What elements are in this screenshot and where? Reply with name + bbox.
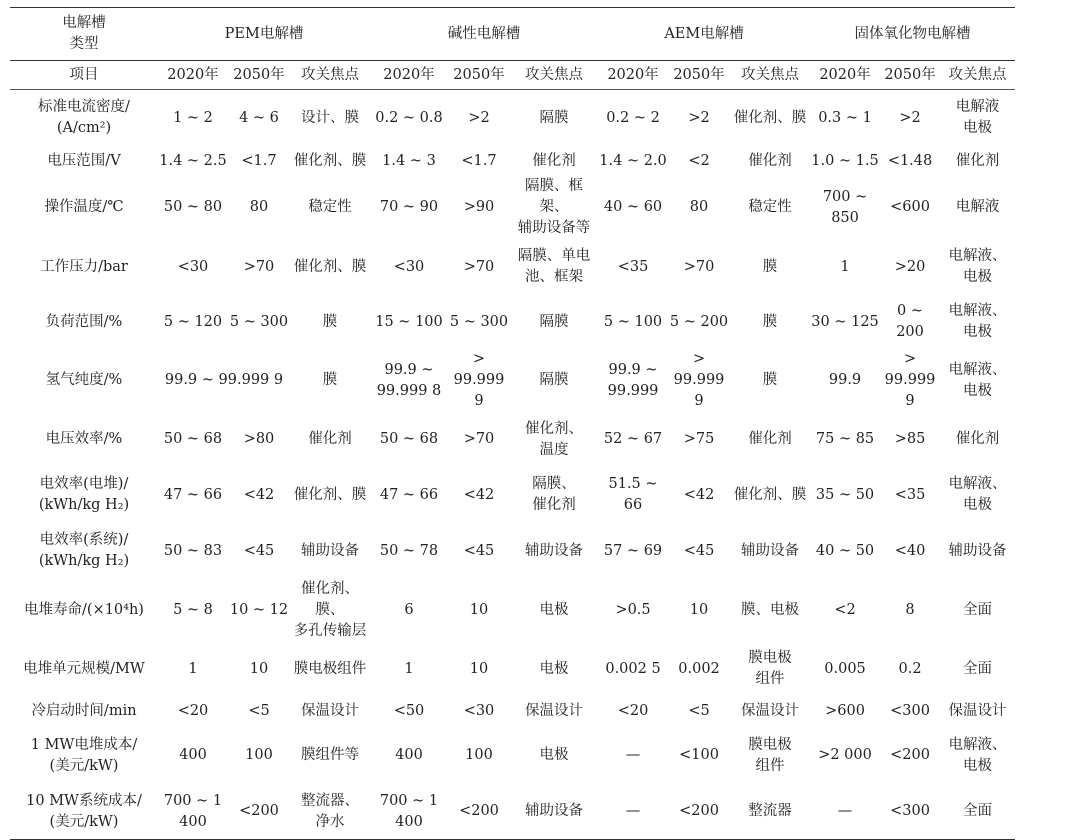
- table-cell: 催化剂、膜: [293, 486, 367, 503]
- subcol-focus: 攻关焦点: [741, 66, 800, 83]
- table-cell: 催化剂、 温度: [525, 420, 584, 458]
- table-cell: 8: [905, 602, 915, 618]
- row-label: 标准电流密度/ (A/cm²): [38, 99, 130, 136]
- table-cell: >70: [243, 258, 275, 275]
- table-cell: 隔膜: [539, 109, 569, 126]
- table-cell: 1.4 ~ 3: [382, 152, 436, 169]
- table-cell: 40 ~ 60: [603, 199, 663, 215]
- table-cell: 设计、膜: [301, 109, 359, 126]
- table-cell: 膜: [762, 258, 778, 275]
- table-cell: <1.7: [461, 152, 497, 169]
- table-cell: 膜: [762, 313, 778, 330]
- table-cell: 膜电极 组件: [748, 650, 792, 687]
- table-cell: 整流器、 净水: [301, 792, 359, 830]
- row-label: 冷启动时间/min: [31, 703, 137, 719]
- table-cell: 保温设计: [525, 703, 584, 719]
- table-cell: 1: [840, 258, 850, 275]
- table-cell: 隔膜、框架、 辅助设备等: [517, 178, 591, 236]
- table-cell: 10: [249, 660, 269, 677]
- table-cell: >2: [899, 109, 921, 126]
- table-cell: >2 000: [818, 747, 872, 763]
- table-cell: 50 ~ 80: [163, 199, 223, 215]
- subcol-2020: 2020年: [383, 66, 435, 83]
- table-cell: <1.48: [887, 152, 933, 169]
- subcol-focus: 攻关焦点: [525, 66, 584, 83]
- subcol-2050: 2050年: [233, 66, 285, 83]
- table-cell: >70: [463, 258, 495, 275]
- table-cell: 99.9: [828, 372, 862, 388]
- table-cell: 全面: [963, 660, 993, 677]
- row-label: 电堆单元规模/MW: [23, 660, 145, 677]
- item-header: 项目: [69, 66, 99, 83]
- table-cell: <2: [834, 602, 856, 618]
- table-row: [10, 349, 1015, 412]
- row-label: 1 MW电堆成本/ (美元/kW): [30, 736, 138, 774]
- row-label: 负荷范围/%: [45, 313, 123, 330]
- table-cell: 辅助设备: [525, 542, 584, 559]
- group-header-aem: AEM电解槽: [664, 25, 744, 42]
- table-cell: <300: [890, 803, 930, 819]
- table-cell: <100: [679, 747, 719, 763]
- table-cell: <35: [894, 486, 926, 503]
- table-cell: 电解液: [955, 199, 1000, 215]
- table-cell: 15 ~ 100: [375, 313, 443, 330]
- table-cell: >70: [683, 258, 715, 275]
- table-row: [10, 467, 1015, 523]
- table-cell: >90: [463, 199, 495, 215]
- table-cell: <200: [459, 803, 499, 819]
- table-cell: 100: [465, 747, 493, 763]
- electrolyzer-comparison-table: [10, 7, 1015, 840]
- table-cell: 0.3 ~ 1: [818, 109, 872, 126]
- table-cell: 50 ~ 83: [163, 542, 223, 559]
- table-cell: 膜: [322, 313, 338, 330]
- table-cell: 1.4 ~ 2.0: [599, 152, 667, 169]
- table-cell: <35: [617, 258, 649, 275]
- table-cell: 催化剂: [955, 152, 1000, 169]
- table-body: [10, 90, 1015, 840]
- table-cell: 10: [469, 660, 489, 677]
- table-cell: >2: [468, 109, 490, 126]
- table-cell: <42: [683, 486, 715, 503]
- subcol-2050: 2050年: [453, 66, 505, 83]
- table-cell: 47 ~ 66: [163, 486, 223, 503]
- table-cell: 50 ~ 78: [379, 542, 439, 559]
- table-cell: >20: [894, 258, 926, 275]
- table-wrapper: [10, 7, 1015, 840]
- table-cell: >75: [683, 431, 715, 447]
- table-cell: 52 ~ 67: [603, 431, 663, 447]
- table-cell: 10: [689, 602, 709, 618]
- table-cell: —: [625, 747, 641, 763]
- table-row: [10, 90, 1015, 147]
- subcol-2050: 2050年: [884, 66, 936, 83]
- table-cell: 催化剂: [532, 152, 576, 169]
- group-header-alkaline: 碱性电解槽: [447, 25, 521, 42]
- group-header-soec: 固体氧化物电解槽: [854, 25, 971, 42]
- table-cell: 99.9 ~ 99.999 9: [164, 372, 284, 388]
- table-row: [10, 412, 1015, 467]
- table-cell: 稳定性: [308, 199, 352, 215]
- table-cell: 膜: [322, 372, 338, 388]
- table-cell: 电解液、 电极: [948, 248, 1007, 285]
- table-cell: 电解液、 电极: [948, 361, 1007, 399]
- table-cell: 辅助设备: [741, 542, 800, 559]
- table-cell: <42: [243, 486, 275, 503]
- type-header: 电解槽 类型: [62, 15, 106, 52]
- table-cell: 电解液、 电极: [948, 476, 1007, 513]
- subcol-2020: 2020年: [607, 66, 659, 83]
- table-cell: 10 ~ 12: [229, 602, 289, 618]
- table-cell: 4 ~ 6: [239, 109, 279, 126]
- table-cell: >2: [688, 109, 710, 126]
- table-cell: 催化剂、膜: [293, 258, 367, 275]
- table-cell: <42: [463, 486, 495, 503]
- table-row: [10, 295, 1015, 349]
- subcol-2020: 2020年: [819, 66, 871, 83]
- table-cell: 保温设计: [301, 703, 359, 719]
- table-cell: <300: [890, 703, 930, 719]
- table-cell: 50 ~ 68: [379, 431, 439, 447]
- table-cell: 辅助设备: [301, 542, 359, 559]
- table-row: [10, 176, 1015, 239]
- table-cell: 0.002 5: [605, 660, 661, 677]
- row-label: 工作压力/bar: [40, 258, 128, 275]
- table-cell: 10: [469, 602, 489, 618]
- table-cell: —: [625, 803, 641, 819]
- table-cell: 47 ~ 66: [379, 486, 439, 503]
- row-label: 电压范围/V: [47, 152, 121, 169]
- subcol-2020: 2020年: [167, 66, 219, 83]
- table-cell: <45: [243, 542, 275, 559]
- table-cell: 30 ~ 125: [811, 313, 879, 330]
- row-label: 氢气纯度/%: [45, 372, 123, 388]
- table-cell: 5 ~ 120: [163, 313, 223, 330]
- table-cell: >80: [243, 431, 275, 447]
- table-cell: 1.0 ~ 1.5: [811, 152, 879, 169]
- table-cell: 催化剂、膜: [733, 486, 807, 503]
- table-cell: 0.2 ~ 0.8: [375, 109, 443, 126]
- table-cell: 整流器: [748, 803, 792, 819]
- table-cell: 膜电极 组件: [748, 736, 792, 774]
- table-cell: 1.4 ~ 2.5: [159, 152, 227, 169]
- table-row: [10, 696, 1015, 727]
- table-cell: > 99.999 9: [453, 351, 505, 409]
- table-cell: 57 ~ 69: [603, 542, 663, 559]
- table-cell: 1: [404, 660, 414, 677]
- table-cell: 电解液、 电极: [948, 303, 1007, 340]
- table-cell: 35 ~ 50: [815, 486, 875, 503]
- table-cell: <2: [688, 152, 710, 169]
- table-cell: 40 ~ 50: [815, 542, 875, 559]
- row-label: 10 MW系统成本/ (美元/kW): [26, 792, 142, 830]
- table-cell: 全面: [963, 803, 993, 819]
- table-row: [10, 784, 1015, 840]
- subcol-focus: 攻关焦点: [948, 66, 1007, 83]
- table-cell: 电解液、 电极: [948, 736, 1007, 774]
- subcol-focus: 攻关焦点: [301, 66, 359, 83]
- table-cell: 全面: [963, 602, 993, 618]
- table-cell: 51.5 ~ 66: [608, 476, 658, 513]
- row-label: 电效率(系统)/ (kWh/kg H₂): [38, 532, 130, 569]
- table-cell: 催化剂、膜: [733, 109, 807, 126]
- table-cell: 100: [245, 747, 273, 763]
- table-cell: 隔膜、 催化剂: [532, 476, 576, 513]
- table-cell: 膜: [762, 372, 778, 388]
- table-cell: 催化剂: [748, 431, 792, 447]
- table-cell: 0.002: [678, 660, 720, 677]
- table-cell: <200: [239, 803, 279, 819]
- table-cell: 700 ~ 850: [822, 188, 868, 226]
- table-cell: 隔膜: [539, 372, 569, 388]
- table-cell: >85: [894, 431, 926, 447]
- table-cell: 700 ~ 1 400: [163, 792, 223, 830]
- table-row: [10, 239, 1015, 295]
- table-cell: 400: [179, 747, 207, 763]
- header-row-subcols: [10, 61, 1015, 90]
- table-cell: 1 ~ 2: [173, 109, 213, 126]
- table-cell: 400: [395, 747, 423, 763]
- table-cell: 隔膜: [539, 313, 569, 330]
- table-cell: 1: [188, 660, 198, 677]
- table-cell: 0.005: [824, 660, 866, 677]
- table-cell: 75 ~ 85: [815, 431, 875, 447]
- table-cell: <20: [177, 703, 209, 719]
- table-cell: <5: [248, 703, 270, 719]
- table-cell: <30: [463, 703, 495, 719]
- table-cell: <30: [393, 258, 425, 275]
- table-cell: 电极: [539, 602, 569, 618]
- table-cell: 稳定性: [748, 199, 792, 215]
- table-cell: 膜、电极: [741, 602, 800, 618]
- table-cell: 膜电极组件: [293, 660, 367, 677]
- table-cell: 0 ~ 200: [896, 303, 924, 340]
- table-row: [10, 579, 1015, 642]
- table-cell: >70: [463, 431, 495, 447]
- table-cell: 电解液 电极: [955, 99, 1000, 136]
- table-cell: 膜组件等: [301, 747, 359, 763]
- table-cell: <50: [393, 703, 425, 719]
- table-cell: 5 ~ 300: [449, 313, 509, 330]
- table-cell: >0.5: [615, 602, 651, 618]
- table-cell: 保温设计: [741, 703, 800, 719]
- table-cell: <30: [177, 258, 209, 275]
- table-cell: 5 ~ 200: [669, 313, 729, 330]
- table-row: [10, 727, 1015, 784]
- table-cell: 80: [689, 199, 709, 215]
- table-cell: 0.2 ~ 2: [606, 109, 660, 126]
- table-cell: 5 ~ 300: [229, 313, 289, 330]
- table-cell: 80: [249, 199, 269, 215]
- table-cell: 保温设计: [948, 703, 1007, 719]
- table-cell: 催化剂: [955, 431, 1000, 447]
- table-cell: <45: [463, 542, 495, 559]
- table-cell: 辅助设备: [525, 803, 584, 819]
- table-row: [10, 642, 1015, 696]
- table-cell: 700 ~ 1 400: [379, 792, 439, 830]
- table-cell: <20: [617, 703, 649, 719]
- table-cell: 70 ~ 90: [379, 199, 439, 215]
- header-row-groups: [10, 8, 1015, 61]
- table-cell: 6: [404, 602, 414, 618]
- row-label: 电压效率/%: [45, 431, 123, 447]
- table-cell: 99.9 ~ 99.999: [607, 361, 659, 399]
- row-label: 操作温度/℃: [44, 199, 124, 215]
- table-row: [10, 146, 1015, 176]
- table-cell: 电极: [539, 747, 569, 763]
- subcol-2050: 2050年: [673, 66, 725, 83]
- table-cell: 5 ~ 100: [603, 313, 663, 330]
- table-cell: 5 ~ 8: [173, 602, 213, 618]
- table-row: [10, 523, 1015, 579]
- table-cell: <200: [679, 803, 719, 819]
- group-header-pem: PEM电解槽: [224, 25, 304, 42]
- table-cell: <45: [683, 542, 715, 559]
- row-label: 电堆寿命/(×10⁴h): [24, 602, 144, 618]
- table-cell: <200: [890, 747, 930, 763]
- table-cell: 催化剂: [308, 431, 352, 447]
- table-cell: 0.2: [898, 660, 922, 677]
- table-cell: >600: [825, 703, 865, 719]
- table-cell: 催化剂、膜: [293, 152, 367, 169]
- table-cell: 催化剂: [748, 152, 792, 169]
- table-cell: <40: [894, 542, 926, 559]
- table-cell: > 99.999 9: [673, 351, 725, 409]
- table-cell: 催化剂、膜、 多孔传输层: [293, 581, 367, 639]
- table-cell: <5: [688, 703, 710, 719]
- table-cell: 隔膜、单电 池、框架: [517, 248, 591, 285]
- table-cell: 99.9 ~ 99.999 8: [376, 361, 442, 399]
- table-cell: 电极: [539, 660, 569, 677]
- table-cell: 辅助设备: [948, 542, 1007, 559]
- table-cell: —: [837, 803, 853, 819]
- row-label: 电效率(电堆)/ (kWh/kg H₂): [38, 476, 130, 513]
- table-cell: <600: [890, 199, 930, 215]
- table-cell: <1.7: [241, 152, 277, 169]
- table-cell: 50 ~ 68: [163, 431, 223, 447]
- table-cell: > 99.999 9: [884, 351, 936, 409]
